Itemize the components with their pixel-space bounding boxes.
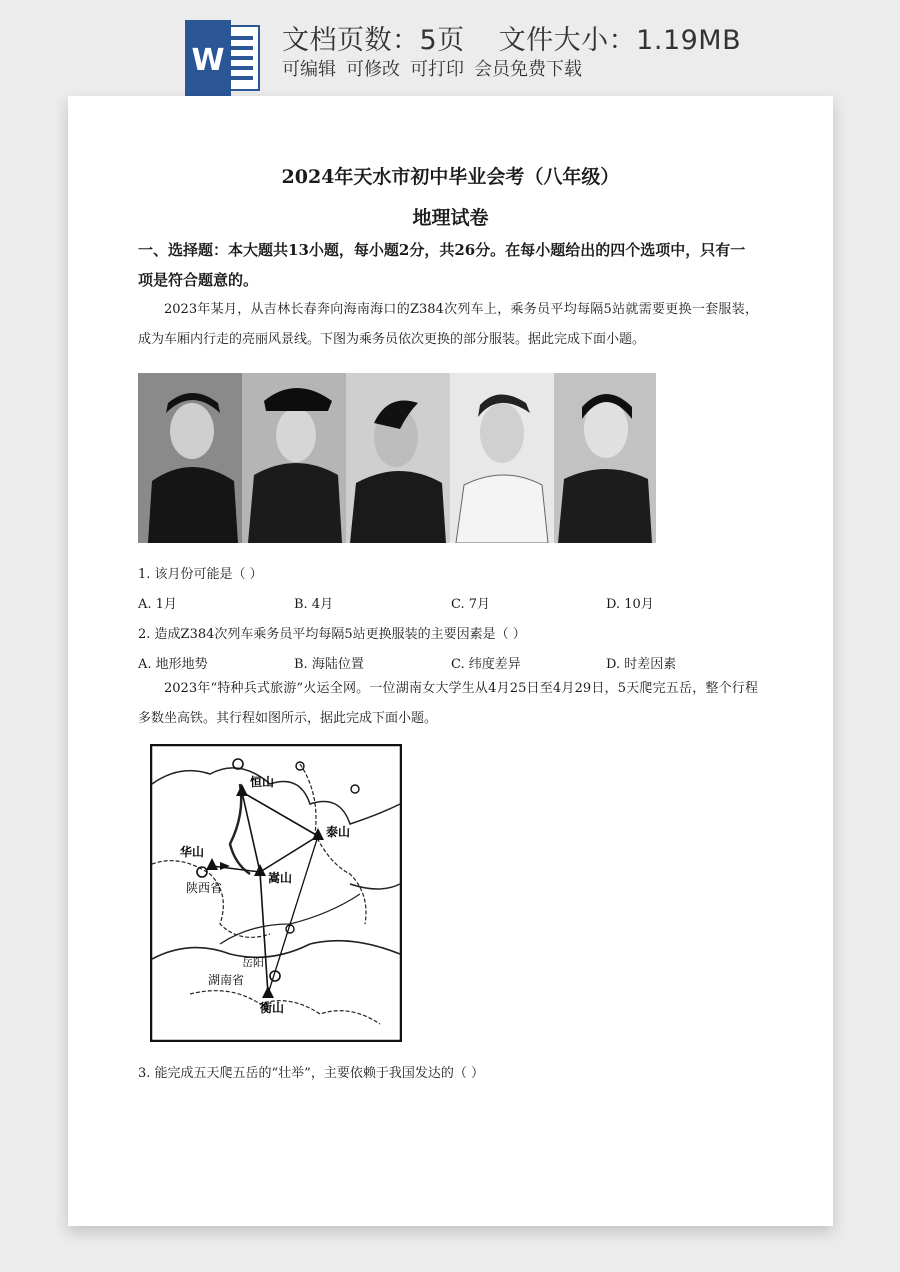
document-page [68, 96, 833, 1226]
map-label-yueyang: 岳阳 [242, 956, 264, 969]
page-count: 文档页数：5页 [282, 25, 465, 56]
five-mountains-route-map [150, 744, 402, 1042]
doc-subtitle: 地理试卷 [412, 207, 489, 229]
feature-editable: 可编辑 [282, 59, 336, 80]
word-icon [185, 20, 265, 96]
map-label-taishan: 泰山 [326, 825, 351, 839]
q1-option-c: C. 7月 [451, 597, 491, 612]
q2-option-d: D. 时差因素 [606, 657, 677, 672]
passage-1: 2023年某月，从吉林长春奔向海南海口的Z384次列车上，乘务员平均每隔5站就需要更换一套服装，成为车厢内行走的亮丽风景线。下图为乘务员依次更换的部分服装。据此完成下面小题。 [138, 302, 758, 347]
map-label-hengshan-south: 衡山 [260, 1001, 285, 1015]
section-heading: 一、选择题：本大题共13小题，每小题2分，共26分。在每小题给出的四个选项中，只有一项是符合题意的。 [138, 241, 746, 289]
q2-option-a: A. 地形地势 [138, 657, 208, 672]
map-label-shaanxi: 陕西省 [186, 881, 223, 895]
map-label-hunan: 湖南省 [208, 973, 245, 987]
passage-2: 2023年“特种兵式旅游”火运全网。一位湖南女大学生从4月25日至4月29日，5天爬完五岳，整个行程多数坐高铁。其行程如图所示，据此完成下面小题。 [138, 681, 758, 726]
q1-option-b: B. 4月 [294, 597, 334, 612]
map-label-songshan: 嵩山 [268, 871, 293, 885]
word-icon-letter: W [191, 43, 225, 78]
feature-printable: 可打印 [410, 59, 464, 80]
feature-list [282, 55, 592, 81]
q1-option-d: D. 10月 [606, 597, 654, 612]
doc-stats [282, 18, 741, 57]
uniform-photo [138, 373, 656, 543]
question-3: 3. 能完成五天爬五岳的“壮举”，主要依赖于我国发达的（ ） [138, 1066, 484, 1081]
map-label-huashan: 华山 [180, 845, 205, 859]
question-2: 2. 造成Z384次列车乘务员平均每隔5站更换服装的主要因素是（ ） [138, 627, 526, 642]
q2-option-b: B. 海陆位置 [294, 657, 364, 672]
doc-info-header [0, 0, 900, 100]
doc-title: 2024年天水市初中毕业会考（八年级） [281, 166, 620, 188]
q1-option-a: A. 1月 [138, 597, 177, 612]
map-label-hengshan-north: 恒山 [250, 775, 275, 789]
question-1: 1. 该月份可能是（ ） [138, 567, 263, 582]
q2-option-c: C. 纬度差异 [451, 657, 521, 672]
feature-member-download: 会员免费下载 [474, 59, 582, 80]
file-size: 文件大小：1.19MB [498, 25, 742, 56]
feature-modifiable: 可修改 [346, 59, 400, 80]
